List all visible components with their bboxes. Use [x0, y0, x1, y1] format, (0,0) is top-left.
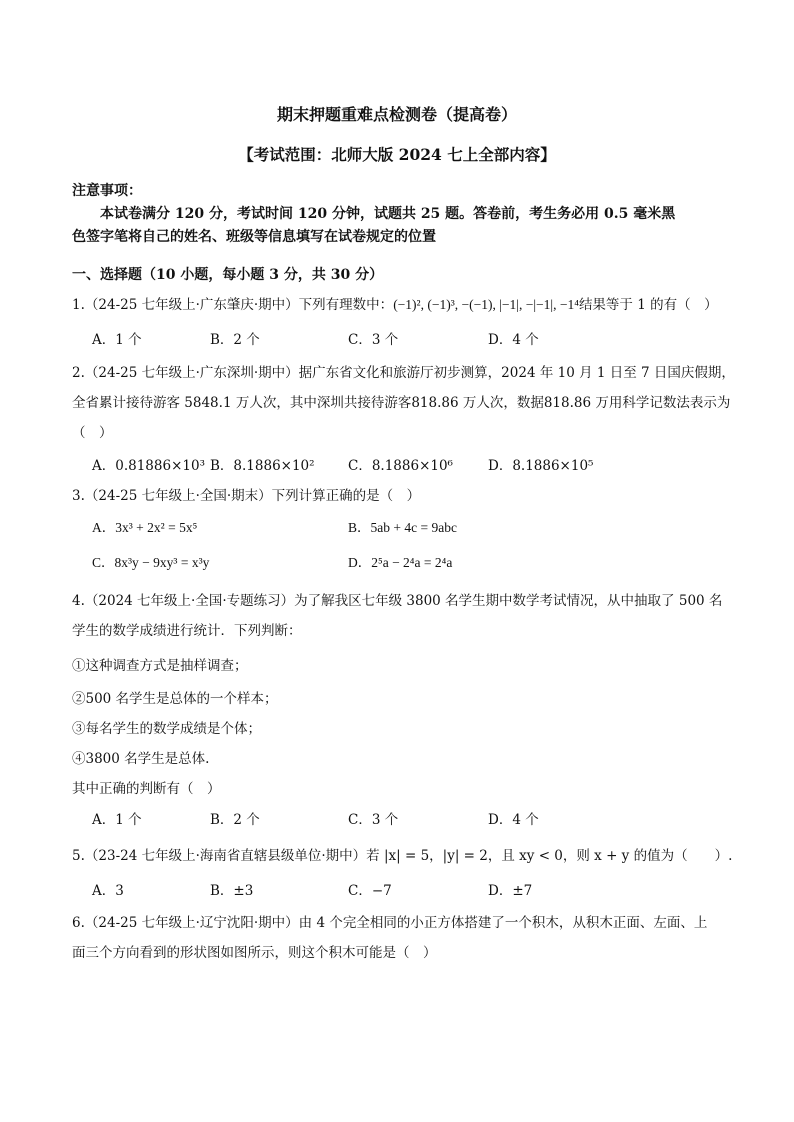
option-b: B．2 个 — [210, 812, 260, 828]
option-b: B．±3 — [210, 883, 254, 899]
question-4-prompt: 其中正确的判断有（ ） — [72, 781, 221, 797]
question-text: （24-25 七年级上·全国·期末）下列计算正确的是（ ） — [84, 488, 421, 504]
judgement-3: ③每名学生的数学成绩是个体； — [72, 721, 261, 737]
judgement-1: ①这种调查方式是抽样调查； — [72, 658, 248, 674]
question-6-line-2: 面三个方向看到的形状图如图所示，则这个积木可能是（ ） — [72, 945, 437, 961]
question-text: （24-25 七年级上·广东深圳·期中）据广东省文化和旅游厅初步测算，2024 年 10 月 1 日至 7 日国庆假期， — [84, 365, 735, 381]
option-a: A．3 — [92, 883, 124, 899]
option-c: C．−7 — [348, 883, 392, 899]
option-a: A．1 个 — [92, 332, 142, 348]
option-d: D．4 个 — [488, 812, 539, 828]
option-c: C．3 个 — [348, 812, 399, 828]
question-1 — [72, 296, 718, 314]
notice-line-1: 本试卷满分 120 分，考试时间 120 分钟，试题共 25 题。答卷前，考生务必用 0.5 毫米黑 — [100, 206, 676, 222]
question-5 — [72, 847, 732, 865]
judgement-2: ②500 名学生是总体的一个样本； — [72, 691, 278, 707]
judgement-4: ④3800 名学生是总体. — [72, 751, 210, 767]
question-text: （2024 七年级上·全国·专题练习）为了解我区七年级 3800 名学生期中数学考试情况，从中抽取了 500 名 — [84, 593, 723, 609]
question-tail: 结果等于 1 的有（ ） — [578, 297, 718, 313]
option-d: D．±7 — [488, 883, 533, 899]
question-number: 5. — [72, 848, 85, 864]
option-b: B．2 个 — [210, 332, 260, 348]
option-a: A．1 个 — [92, 812, 142, 828]
notice-label: 注意事项： — [72, 183, 142, 199]
question-number: 4. — [72, 593, 85, 609]
option-a: A．0.81886×10³ — [92, 458, 205, 474]
option-c: C．8x³y − 9xy³ = x³y — [92, 555, 210, 570]
question-6-line-1 — [72, 914, 707, 932]
question-4-line-2: 学生的数学成绩进行统计．下列判断： — [72, 623, 302, 639]
option-b: B．8.1886×10² — [210, 458, 315, 474]
exam-scope: 【考试范围：北师大版 2024 七上全部内容】 — [238, 145, 556, 164]
question-number: 6. — [72, 915, 85, 931]
notice-line-2: 色签字笔将自己的姓名、班级等信息填写在试卷规定的位置 — [72, 229, 436, 245]
option-d: D．4 个 — [488, 332, 539, 348]
option-a: A．3x³ + 2x² = 5x⁵ — [92, 520, 198, 535]
question-4-line-1 — [72, 592, 722, 610]
question-2-line-2: 全省累计接待游客 5848.1 万人次，其中深圳共接待游客818.86 万人次，数据818.86 万用科学记数法表示为 — [72, 395, 731, 411]
option-d: D．2⁵a − 2⁴a = 2⁴a — [348, 555, 453, 570]
question-source: （24-25 七年级上·广东肇庆·期中）下列有理数中： — [84, 297, 394, 313]
option-d: D．8.1886×10⁵ — [488, 458, 594, 474]
question-2-line-1 — [72, 364, 735, 382]
question-2-line-3: （ ） — [72, 425, 113, 441]
option-b: B．5ab + 4c = 9abc — [348, 520, 457, 535]
option-c: C．8.1886×10⁶ — [348, 458, 453, 474]
option-c: C．3 个 — [348, 332, 399, 348]
question-number: 1. — [72, 297, 85, 313]
question-3 — [72, 487, 420, 505]
question-text: （23-24 七年级上·海南省直辖县级单位·期中）若 |x| = 5，|y| = 2，且 xy < 0，则 x + y 的值为（ ）. — [84, 848, 733, 864]
math-expression: (−1)², (−1)³, −(−1), |−1|, −|−1|, −1⁴ — [393, 297, 579, 312]
question-text: （24-25 七年级上·辽宁沈阳·期中）由 4 个完全相同的小正方体搭建了一个积木，从积木正面、左面、上 — [84, 915, 708, 931]
exam-title: 期末押题重难点检测卷（提高卷） — [276, 105, 517, 124]
section-heading-choice: 一、选择题（10 小题，每小题 3 分，共 30 分） — [72, 267, 384, 283]
question-number: 2. — [72, 365, 85, 381]
question-number: 3. — [72, 488, 85, 504]
